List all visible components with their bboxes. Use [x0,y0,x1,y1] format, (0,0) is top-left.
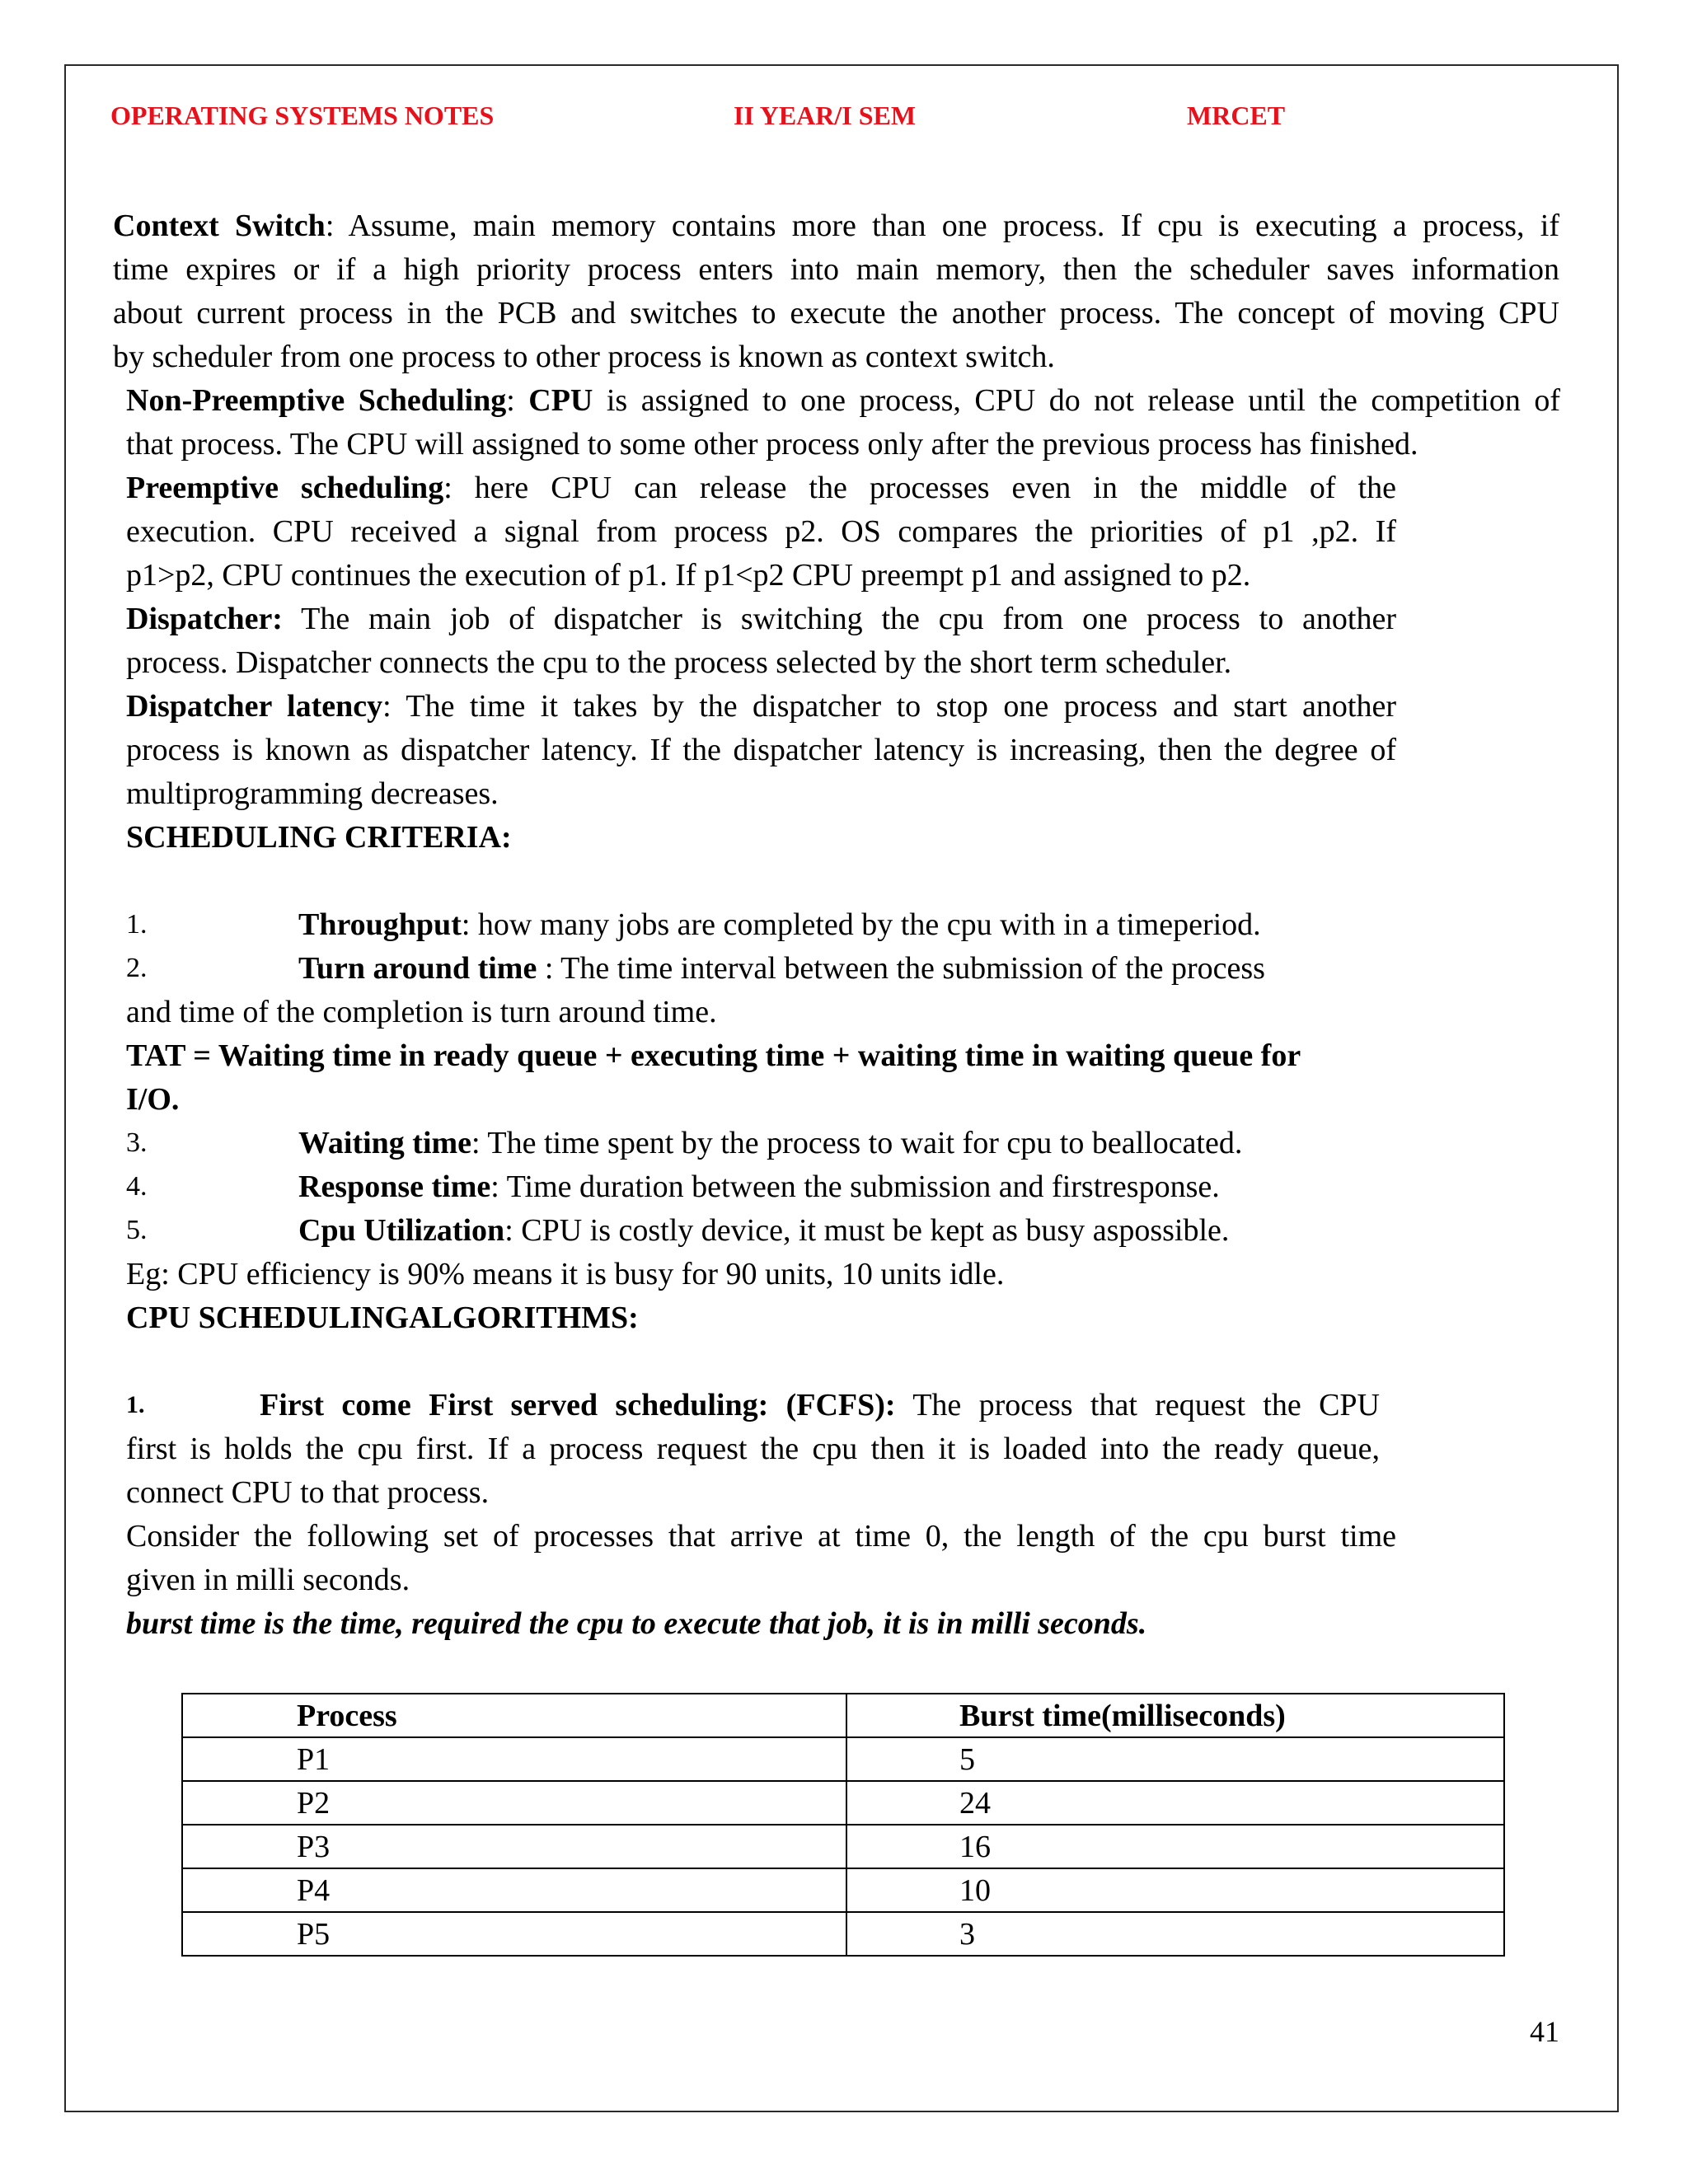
criteria-text-response: : Time duration between the submission and firstresponse. [490,1169,1220,1204]
table-header-row [182,1694,1504,1737]
preemptive-text: : here CPU can release the processes even in the middle of the [443,471,1396,505]
criteria-item-turnaround [298,950,1265,987]
fcfs-number: 1. [126,1391,145,1418]
criteria-number-2: 2. [126,953,148,983]
preemptive-term: Preemptive scheduling [126,471,444,505]
consider-line-1: Consider the following set of processes that arrive at time 0, the length of the cpu burst time [126,1519,1396,1554]
table-cell-process: P3 [182,1825,846,1868]
non-preemptive-line-1 [126,382,1560,419]
scheduling-criteria-heading: SCHEDULING CRITERIA: [126,820,512,855]
algorithms-heading: CPU SCHEDULINGALGORITHMS: [126,1301,639,1335]
table-cell-burst: 10 [846,1868,1504,1912]
table-cell-process: P4 [182,1868,846,1912]
preemptive-line-1 [126,470,1396,506]
tat-formula-line-1: TAT = Waiting time in ready queue + executing time + waiting time in waiting queue for [126,1038,1301,1073]
criteria-example: Eg: CPU efficiency is 90% means it is busy for 90 units, 10 units idle. [126,1257,1005,1291]
table-row [182,1737,1504,1781]
context-switch-line-4: by scheduler from one process to other process is known as context switch. [113,340,1055,374]
tat-formula-line-2: I/O. [126,1082,180,1117]
criteria-number-5: 5. [126,1215,148,1245]
criteria-text-throughput: : how many jobs are completed by the cpu with in a timeperiod. [461,907,1261,942]
dispatcher-latency-text: : The time it takes by the dispatcher to stop one process and start another [382,689,1396,724]
table-cell-process: P5 [182,1912,846,1956]
criteria-number-1: 1. [126,909,148,940]
criteria-number-4: 4. [126,1171,148,1202]
criteria-term-utilization: Cpu Utilization [298,1213,505,1248]
fcfs-text: The process that request the CPU [895,1388,1380,1422]
criteria-term-throughput: Throughput [298,907,462,942]
tat-continuation: and time of the completion is turn around time. [126,995,717,1029]
context-switch-line-1 [113,208,1559,244]
criteria-item-throughput [298,907,1261,943]
page-header [0,101,1688,134]
table-row [182,1868,1504,1912]
dispatcher-latency-line-1 [126,688,1396,724]
criteria-term-waiting: Waiting time [298,1126,472,1160]
context-switch-line-2: time expires or if a high priority process enters into main memory, then the scheduler saves information [113,252,1559,287]
table-row [182,1825,1504,1868]
context-switch-text: : Assume, main memory contains more than one process. If cpu is executing a process, if [325,209,1560,243]
criteria-item-waiting [298,1125,1242,1161]
preemptive-line-3: p1>p2, CPU continues the execution of p1. If p1<p2 CPU preempt p1 and assigned to p2. [126,558,1251,593]
header-college: MRCET [1187,101,1286,130]
non-preemptive-line-2: that process. The CPU will assigned to some other process only after the previous process has finished. [126,427,1418,462]
criteria-term-response: Response time [298,1169,491,1204]
dispatcher-text: The main job of dispatcher is switching the cpu from one process to another [282,602,1396,636]
fcfs-term: First come First served scheduling: (FCFS): [260,1388,896,1422]
dispatcher-term: Dispatcher: [126,602,283,636]
page-number: 41 [1530,2015,1559,2048]
fcfs-line-3: connect CPU to that process. [126,1475,490,1510]
table-cell-process: P1 [182,1737,846,1781]
table-cell-process: P2 [182,1781,846,1825]
criteria-item-response [298,1169,1220,1205]
burst-time-note: burst time is the time, required the cpu to execute that job, it is in milli seconds. [126,1606,1147,1641]
process-burst-table [181,1693,1505,1957]
context-switch-term: Context Switch [113,209,326,243]
dispatcher-line-1 [126,601,1396,637]
dispatcher-latency-line-3: multiprogramming decreases. [126,776,499,811]
table-row [182,1781,1504,1825]
fcfs-line-1 [260,1387,1380,1423]
criteria-text-turnaround: : The time interval between the submission of the process [537,951,1265,986]
criteria-item-utilization [298,1212,1229,1249]
preemptive-line-2: execution. CPU received a signal from process p2. OS compares the priorities of p1 ,p2. If [126,514,1396,549]
dispatcher-latency-term: Dispatcher latency [126,689,383,724]
non-preemptive-cpu: CPU [528,383,593,418]
table-header-burst: Burst time(milliseconds) [846,1694,1504,1737]
criteria-number-3: 3. [126,1127,148,1158]
table-cell-burst: 24 [846,1781,1504,1825]
criteria-text-waiting: : The time spent by the process to wait for cpu to beallocated. [471,1126,1243,1160]
dispatcher-line-2: process. Dispatcher connects the cpu to the process selected by the short term scheduler. [126,645,1232,680]
table-row [182,1912,1504,1956]
context-switch-line-3: about current process in the PCB and switches to execute the another process. The concept of moving CPU [113,296,1559,330]
criteria-term-turnaround: Turn around time [298,951,537,986]
criteria-text-utilization: : CPU is costly device, it must be kept as busy aspossible. [504,1213,1230,1248]
table-cell-burst: 16 [846,1825,1504,1868]
non-preemptive-term: Non-Preemptive Scheduling [126,383,507,418]
table-cell-burst: 5 [846,1737,1504,1781]
non-preemptive-text: is assigned to one process, CPU do not release until the competition of [593,383,1560,418]
header-course-title: OPERATING SYSTEMS NOTES [110,101,495,130]
table-cell-burst: 3 [846,1912,1504,1956]
fcfs-line-2: first is holds the cpu first. If a process request the cpu then it is loaded into the ready queue, [126,1432,1380,1466]
table-header-process: Process [182,1694,846,1737]
non-preemptive-sep: : [506,383,529,418]
header-year-sem: II YEAR/I SEM [734,101,917,130]
consider-line-2: given in milli seconds. [126,1563,410,1597]
dispatcher-latency-line-2: process is known as dispatcher latency. If the dispatcher latency is increasing, then the degree of [126,733,1396,767]
